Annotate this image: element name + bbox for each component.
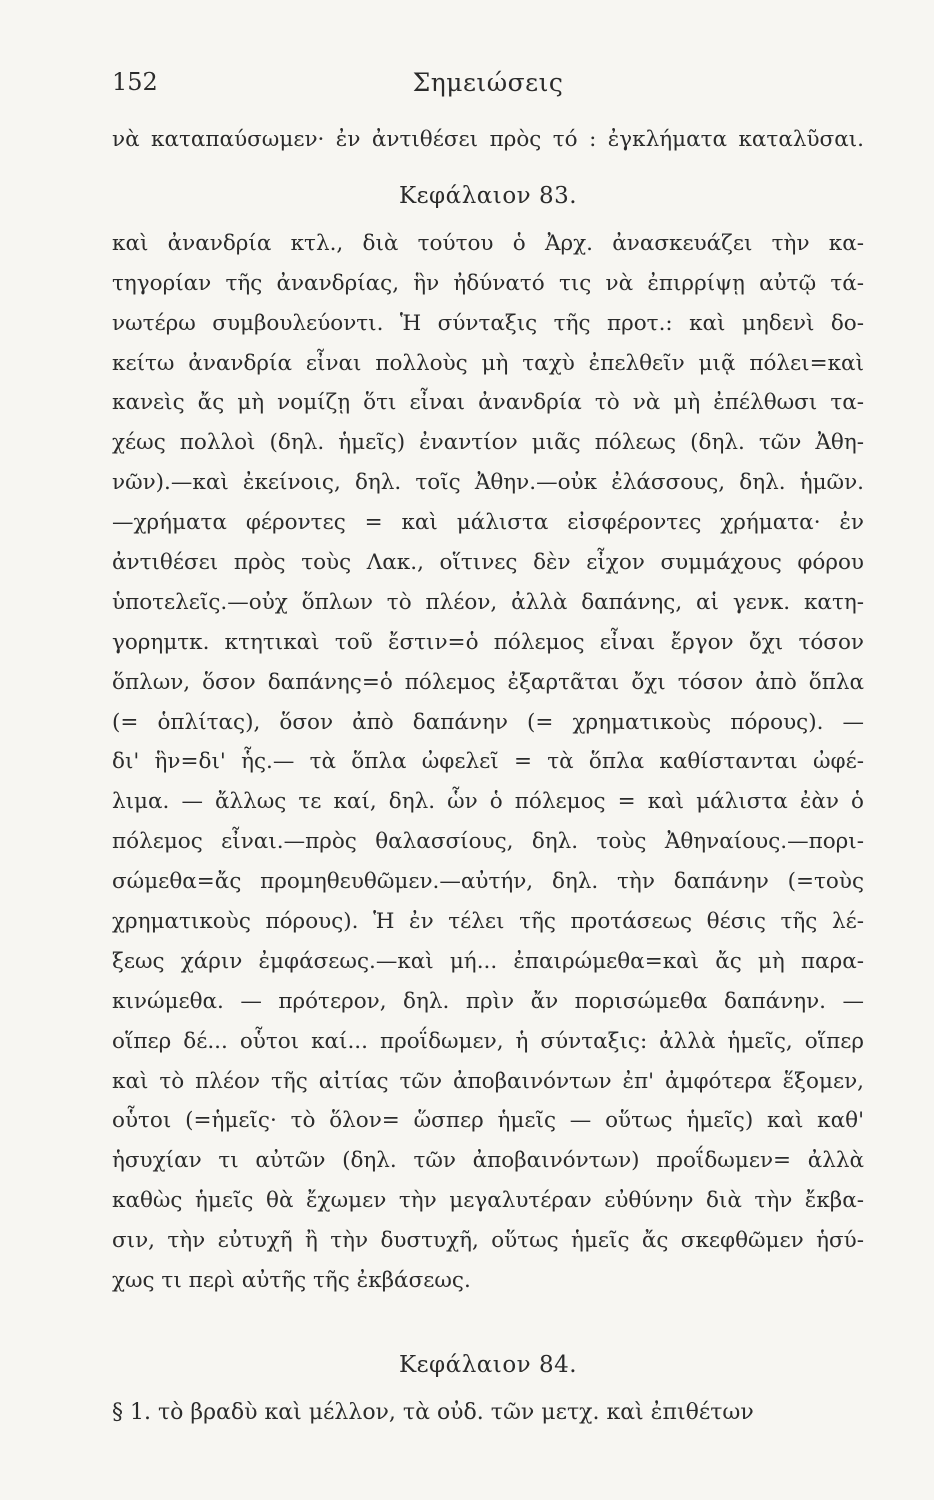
text-line: νωτέρω συμβουλεύοντι. Ἡ σύνταξις τῆς προτ.: καὶ μηδενὶ δο-	[112, 310, 864, 336]
text-line: χρηματικοὺς πόρους). Ἡ ἐν τέλει τῆς προτάσεως θέσις τῆς λέ-	[112, 909, 864, 935]
intro-line: νὰ καταπαύσωμεν· ἐν ἀντιθέσει πρὸς τό : ἐγκλήματα καταλῦσαι.	[112, 127, 864, 152]
text-line: ξεως χάριν ἐμφάσεως.—καὶ μή... ἐπαιρώμεθα=καὶ ἄς μὴ παρα-	[112, 948, 864, 974]
text-line: δι' ἣν=δι' ἧς.— τὰ ὅπλα ὠφελεῖ = τὰ ὅπλα καθίστανται ὠφέ-	[112, 749, 864, 775]
text-line: ὑποτελεῖς.—οὐχ ὅπλων τὸ πλέον, ἀλλὰ δαπάνης, αἱ γενκ. κατη-	[112, 589, 864, 615]
text-line: ὅπλων, ὅσον δαπάνης=ὁ πόλεμος ἐξαρτᾶται ὄχι τόσον ἀπὸ ὅπλα	[112, 669, 864, 695]
text-line: χέως πολλοὶ (δηλ. ἡμεῖς) ἐναντίον μιᾶς πόλεως (δηλ. τῶν Ἀθη-	[112, 430, 864, 456]
text-line: κείτω ἀνανδρία εἶναι πολλοὺς μὴ ταχὺ ἐπελθεῖν μιᾷ πόλει=καὶ	[112, 350, 864, 376]
text-line: ἡσυχίαν τι αὐτῶν (δηλ. τῶν ἀποβαινόντων) προΐδωμεν= ἀλλὰ	[112, 1148, 864, 1174]
text-line: (= ὁπλίτας), ὅσον ἀπὸ δαπάνην (= χρηματικοὺς πόρους). —	[112, 709, 864, 735]
text-line: —χρήματα φέροντες = καὶ μάλιστα εἰσφέροντες χρήματα· ἐν	[112, 510, 864, 536]
spacer	[112, 1301, 864, 1337]
text-line: κανεὶς ἄς μὴ νομίζῃ ὅτι εἶναι ἀνανδρία τὸ νὰ μὴ ἐπέλθωσι τα-	[112, 390, 864, 416]
text-line-last: χως τι περὶ αὐτῆς τῆς ἐκβάσεως.	[112, 1268, 471, 1294]
text-line: οὗτοι (=ἡμεῖς· τὸ ὅλον= ὥσπερ ἡμεῖς — οὕτως ἡμεῖς) καὶ καθ'	[112, 1108, 864, 1134]
chapter-heading-83: Κεφάλαιον 83.	[398, 182, 578, 209]
text-line: πόλεμος εἶναι.—πρὸς θαλασσίους, δηλ. τοὺς Ἀθηναίους.—πορι-	[112, 829, 864, 855]
text-line: καθὼς ἡμεῖς θὰ ἔχωμεν τὴν μεγαλυτέραν εὐθύνην διὰ τὴν ἔκβα-	[112, 1188, 864, 1214]
text-line: κινώμεθα. — πρότερον, δηλ. πρὶν ἄν πορισώμεθα δαπάνην. —	[112, 988, 864, 1014]
text-line: οἵπερ δέ... οὗτοι καί... προΐδωμεν, ἡ σύνταξις: ἀλλὰ ἡμεῖς, οἵπερ	[112, 1028, 864, 1054]
text-line: τηγορίαν τῆς ἀνανδρίας, ἣν ἠδύνατό τις νὰ ἐπιρρίψῃ αὐτῷ τά-	[112, 270, 864, 296]
page-header	[112, 68, 864, 108]
spacer	[112, 160, 864, 168]
text-line: καὶ τὸ πλέον τῆς αἰτίας τῶν ἀποβαινόντων ἐπ' ἀμφότερα ἕξομεν,	[112, 1068, 864, 1094]
text-line: καὶ ἀνανδρία κτλ., διὰ τούτου ὁ Ἀρχ. ἀνασκευάζει τὴν κα-	[112, 230, 864, 256]
running-title: Σημειώσεις	[412, 68, 564, 97]
text-line: νῶν).—καὶ ἐκείνοις, δηλ. τοῖς Ἀθην.—οὐκ ἐλάσσους, δηλ. ἡμῶν.	[112, 470, 864, 496]
page-body	[112, 120, 864, 1433]
text-line: σώμεθα=ἄς προμηθευθῶμεν.—αὐτήν, δηλ. τὴν δαπάνην (=τοὺς	[112, 869, 864, 895]
text-line: σιν, τὴν εὐτυχῆ ἢ τὴν δυστυχῆ, οὕτως ἡμεῖς ἄς σκεφθῶμεν ἡσύ-	[112, 1228, 864, 1254]
text-line: γορημτκ. κτητικαὶ τοῦ ἔστιν=ὁ πόλεμος εἶναι ἔργον ὄχι τόσον	[112, 629, 864, 655]
text-line: λιμα. — ἄλλως τε καί, δηλ. ὧν ὁ πόλεμος = καὶ μάλιστα ἐὰν ὁ	[112, 789, 864, 815]
text-line: ἀντιθέσει πρὸς τοὺς Λακ., οἵτινες δὲν εἶχον συμμάχους φόρου	[112, 550, 864, 576]
section-first-line: § 1. τὸ βραδὺ καὶ μέλλον, τὰ οὐδ. τῶν μετχ. καὶ ἐπιθέτων	[112, 1399, 754, 1425]
chapter-heading-84: Κεφάλαιον 84.	[398, 1351, 578, 1378]
page-number: 152	[112, 68, 158, 96]
chapter-83-text	[112, 224, 864, 1301]
